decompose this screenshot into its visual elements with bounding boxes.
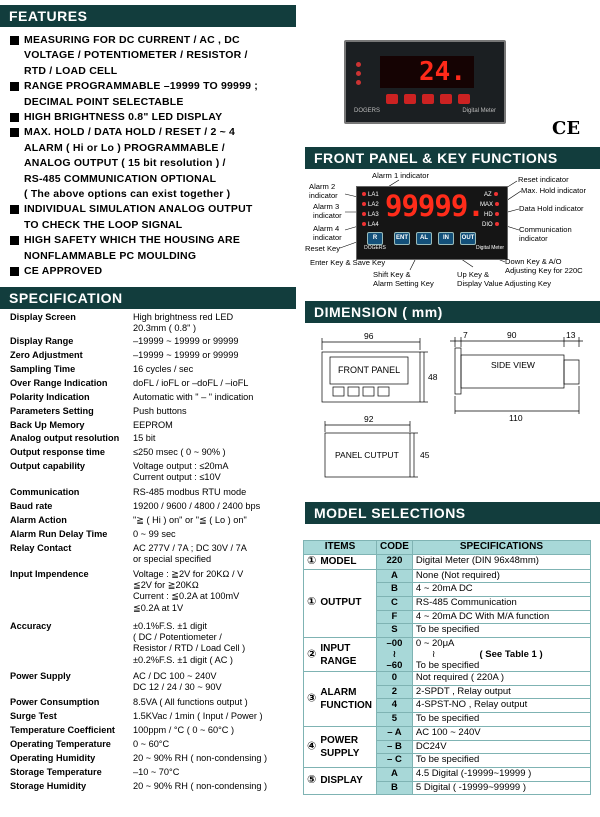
spec-value: –19999 ~ 19999 or 99999 bbox=[133, 350, 239, 360]
circled-number: ③ bbox=[307, 692, 317, 705]
feature-text: INDIVIDUAL SIMULATION ANALOG OUTPUT TO CHECK THE LOOP SIGNAL bbox=[24, 203, 253, 231]
dim-side-right: 13 bbox=[566, 330, 576, 340]
circled-number: ① bbox=[307, 554, 317, 567]
spec-value: 15 bit bbox=[133, 433, 156, 443]
dimension-title: DIMENSION ( mm) bbox=[314, 304, 443, 320]
spec-value: EEPROM bbox=[133, 420, 173, 430]
spec-value: 20 ~ 90% RH ( non-condensing ) bbox=[133, 781, 268, 791]
panel-model-text: Digital Meter bbox=[475, 245, 505, 251]
meter-brand: DOGERS bbox=[354, 108, 381, 114]
spec-value: 100ppm / °C ( 0 ~ 60°C ) bbox=[133, 725, 235, 735]
spec-line bbox=[416, 649, 587, 660]
item-label: OUTPUT bbox=[320, 597, 362, 609]
table-row bbox=[304, 672, 591, 686]
panel-digits: 99999. bbox=[385, 189, 484, 223]
key-al: AL bbox=[416, 232, 432, 245]
item-label: ALARM FUNCTION bbox=[320, 686, 372, 711]
spec-label: Output response time bbox=[10, 447, 105, 457]
spec-value: Voltage output : ≤20mA Current output : ≤10V bbox=[133, 461, 229, 483]
spec-label: Display Range bbox=[10, 336, 74, 346]
code-cell: B bbox=[377, 583, 413, 597]
item-label: POWER SUPPLY bbox=[320, 734, 360, 759]
spec-value: High brightness red LED 20.3mm ( 0.8" ) bbox=[133, 312, 234, 334]
spec-label: Accuracy bbox=[10, 621, 52, 631]
spec-cell: 4 ~ 20mA DC bbox=[412, 583, 590, 597]
callout-reset-indicator: Reset indicator bbox=[518, 175, 569, 184]
code-cell: F bbox=[377, 610, 413, 624]
spec-value: ≤250 msec ( 0 ~ 90% ) bbox=[133, 447, 226, 457]
spec-cell: To be specified bbox=[412, 754, 590, 768]
spec-label: Display Screen bbox=[10, 312, 76, 322]
item-label: INPUT RANGE bbox=[320, 642, 357, 667]
callout-reset-key: Reset Key bbox=[305, 244, 341, 253]
spec-value: 20 ~ 90% RH ( non-condensing ) bbox=[133, 753, 268, 763]
spec-label: Operating Humidity bbox=[10, 753, 96, 763]
spec-cell: 4.5 Digital (-19999~19999 ) bbox=[412, 767, 590, 781]
header-specifications: SPECIFICATIONS bbox=[412, 541, 590, 555]
callout-alarm1: Alarm 1 indicator bbox=[372, 171, 429, 180]
feature-text: MEASURING FOR DC CURRENT / AC , DC VOLTAGE / POTENTIOMETER / RESISTOR / RTD / LOAD CELL bbox=[24, 34, 248, 77]
spec-label: Temperature Coefficient bbox=[10, 725, 115, 735]
spec-value: RS-485 modbus RTU mode bbox=[133, 487, 247, 497]
code-line: –60 bbox=[386, 660, 403, 672]
indicator-la3: LA3 bbox=[360, 212, 379, 218]
spec-value: "≧ ( Hi ) on" or "≦ ( Lo ) on" bbox=[133, 515, 247, 525]
spec-label: Back Up Memory bbox=[10, 420, 85, 430]
code-cell: S bbox=[377, 624, 413, 638]
key-in: IN bbox=[438, 232, 454, 245]
indicator-max: MAX bbox=[480, 202, 501, 208]
spec-label: Power Consumption bbox=[10, 697, 100, 707]
table-reference: ( See Table 1 ) bbox=[479, 649, 543, 661]
spec-label: Alarm Run Delay Time bbox=[10, 529, 108, 539]
table-item-cell bbox=[304, 638, 377, 672]
code-line: –00 bbox=[386, 638, 403, 650]
table-row bbox=[304, 726, 591, 740]
features-title: FEATURES bbox=[9, 8, 88, 24]
key-out: OUT bbox=[460, 232, 476, 245]
table-row bbox=[304, 569, 591, 583]
dim-front-height: 48 bbox=[428, 372, 438, 382]
models-title: MODEL SELECTIONS bbox=[314, 505, 466, 521]
spec-line: To be specified bbox=[415, 660, 480, 672]
spec-cell: 2-SPDT , Relay output bbox=[412, 685, 590, 699]
code-cell: A bbox=[377, 767, 413, 781]
indicator-hd: HD bbox=[484, 212, 501, 218]
indicator-la4: LA4 bbox=[360, 222, 379, 228]
code-cell: 4 bbox=[377, 699, 413, 713]
header-code: CODE bbox=[377, 541, 413, 555]
item-label: MODEL bbox=[320, 555, 357, 567]
spec-label: Operating Temperature bbox=[10, 739, 111, 749]
spec-value: –19999 ~ 19999 or 99999 bbox=[133, 336, 239, 346]
feature-text: RANGE PROGRAMMABLE –19999 TO 99999 ; DECIMAL POINT SELECTABLE bbox=[24, 80, 258, 108]
spec-label: Surge Test bbox=[10, 711, 57, 721]
spec-label: Alarm Action bbox=[10, 515, 67, 525]
spec-label: Relay Contact bbox=[10, 543, 72, 553]
spec-cell: None (Not required) bbox=[412, 569, 590, 583]
callout-alarm2: Alarm 2 indicator bbox=[309, 182, 338, 200]
meter-display: 24. bbox=[380, 56, 474, 88]
indicator-dio: DIO bbox=[482, 222, 501, 228]
spec-cell: To be specified bbox=[412, 713, 590, 727]
key-ent: ENT bbox=[394, 232, 410, 245]
specification-title: SPECIFICATION bbox=[9, 290, 123, 306]
spec-value: AC 277V / 7A ; DC 30V / 7A or special specified bbox=[133, 543, 247, 565]
spec-label: Baud rate bbox=[10, 501, 53, 511]
callout-enter-key: Enter Key & Save Key bbox=[310, 258, 386, 267]
spec-label: Analog output resolution bbox=[10, 433, 120, 443]
callout-up-key: Up Key & Display Value Adjusting Key bbox=[457, 270, 551, 288]
dim-side-left: 7 bbox=[463, 330, 468, 340]
code-cell: 0 bbox=[377, 672, 413, 686]
spec-value: 1.5KVac / 1min ( Input / Power ) bbox=[133, 711, 263, 721]
code-cell: – A bbox=[377, 726, 413, 740]
callout-alarm4: Alarm 4 indicator bbox=[313, 224, 342, 242]
spec-value: Automatic with " – " indication bbox=[133, 392, 254, 402]
callout-down-key: Down Key & A/O Adjusting Key for 220C bbox=[505, 257, 583, 275]
spec-value: 8.5VA ( All functions output ) bbox=[133, 697, 248, 707]
dim-side-total: 110 bbox=[509, 413, 523, 423]
table-item-cell bbox=[304, 554, 377, 569]
table-item-cell bbox=[304, 767, 377, 794]
table-item-cell bbox=[304, 569, 377, 638]
indicator-az: AZ bbox=[484, 192, 500, 198]
spec-approx: ≀ bbox=[431, 649, 436, 661]
callout-datahold: Data Hold indicator bbox=[519, 204, 584, 213]
spec-value: 19200 / 9600 / 4800 / 2400 bps bbox=[133, 501, 261, 511]
spec-value: doFL / ioFL or –doFL / –ioFL bbox=[133, 378, 249, 388]
dim-front-label: FRONT PANEL bbox=[338, 365, 401, 375]
table-row bbox=[304, 767, 591, 781]
indicator-la2: LA2 bbox=[360, 202, 379, 208]
dim-cutout-label: PANEL CUTPUT bbox=[335, 450, 399, 460]
ce-mark: CE bbox=[552, 118, 581, 139]
callout-maxhold: Max. Hold indicator bbox=[521, 186, 586, 195]
spec-cell bbox=[412, 638, 590, 672]
spec-cell: RS-485 Communication bbox=[412, 596, 590, 610]
spec-cell: 4-SPST-NO , Relay output bbox=[412, 699, 590, 713]
spec-label: Zero Adjustment bbox=[10, 350, 83, 360]
spec-value: ±0.1%F.S. ±1 digit ( DC / Potentiometer / Resistor / RTD / Load Cell ) ±0.2%F.S. ±1 digit ( AC ) bbox=[133, 621, 246, 665]
spec-label: Polarity Indication bbox=[10, 392, 90, 402]
spec-label: Over Range Indication bbox=[10, 378, 108, 388]
code-cell: B bbox=[377, 781, 413, 795]
feature-text: ( The above options can exist together ) bbox=[24, 188, 231, 201]
key-r: R bbox=[367, 232, 383, 245]
spec-value: 0 ~ 60°C bbox=[133, 739, 170, 749]
code-cell: 2 bbox=[377, 685, 413, 699]
table-header-row bbox=[304, 541, 591, 555]
callout-communication: Communication indicator bbox=[519, 225, 572, 243]
code-line: ≀ bbox=[392, 649, 397, 661]
table-row bbox=[304, 554, 591, 569]
code-cell: – B bbox=[377, 740, 413, 754]
spec-cell: AC 100 ~ 240V bbox=[412, 726, 590, 740]
spec-value: Push buttons bbox=[133, 406, 187, 416]
circled-number: ⑤ bbox=[307, 774, 317, 787]
code-cell: 220 bbox=[377, 554, 413, 569]
spec-label: Storage Humidity bbox=[10, 781, 87, 791]
circled-number: ② bbox=[307, 648, 317, 661]
spec-cell: DC24V bbox=[412, 740, 590, 754]
models-banner bbox=[305, 502, 600, 524]
dim-front-width: 96 bbox=[364, 331, 374, 341]
dim-cutout-height: 45 bbox=[420, 450, 430, 460]
callout-shift-key: Shift Key & Alarm Setting Key bbox=[373, 270, 434, 288]
dim-cutout-width: 92 bbox=[364, 414, 374, 424]
feature-text: MAX. HOLD / DATA HOLD / RESET / 2 ~ 4 ALARM ( Hi or Lo ) PROGRAMMABLE / ANALOG OUTPUT ( 15 bit resolution ) / RS-485 COMMUNICATION OPTIONAL bbox=[24, 126, 236, 185]
code-cell: A bbox=[377, 569, 413, 583]
code-cell bbox=[377, 638, 413, 672]
indicator-la1: LA1 bbox=[360, 192, 379, 198]
spec-line: 0 ~ 20μA bbox=[415, 638, 455, 650]
spec-label: Communication bbox=[10, 487, 80, 497]
spec-cell: Not required ( 220A ) bbox=[412, 672, 590, 686]
spec-value: –10 ~ 70°C bbox=[133, 767, 180, 777]
callout-alarm3: Alarm 3 indicator bbox=[313, 202, 342, 220]
spec-value: Voltage : ≧2V for 20KΩ / V ≦2V for ≧20KΩ Current : ≦0.2A at 100mV ≦0.2A at 1V bbox=[133, 569, 244, 613]
feature-text: CE APPROVED bbox=[24, 265, 103, 278]
spec-label: Output capability bbox=[10, 461, 86, 471]
spec-label: Sampling Time bbox=[10, 364, 76, 374]
panel-brand: DOGERS bbox=[364, 245, 386, 251]
front-panel-title: FRONT PANEL & KEY FUNCTIONS bbox=[314, 150, 558, 166]
item-label: DISPLAY bbox=[320, 775, 363, 787]
feature-text: HIGH BRIGHTNESS 0.8" LED DISPLAY bbox=[24, 111, 223, 124]
model-selection-table bbox=[303, 540, 591, 795]
code-cell: – C bbox=[377, 754, 413, 768]
spec-label: Power Supply bbox=[10, 671, 71, 681]
code-cell: C bbox=[377, 596, 413, 610]
spec-label: Parameters Setting bbox=[10, 406, 94, 416]
dim-side-mid: 90 bbox=[507, 330, 517, 340]
table-row bbox=[304, 638, 591, 672]
code-cell: 5 bbox=[377, 713, 413, 727]
table-item-cell bbox=[304, 672, 377, 727]
spec-value: AC / DC 100 ~ 240V DC 12 / 24 / 30 ~ 90V bbox=[133, 671, 222, 693]
spec-cell: 5 Digital ( -19999~99999 ) bbox=[412, 781, 590, 795]
dim-side-label: SIDE VIEW bbox=[491, 360, 535, 370]
circled-number: ④ bbox=[307, 740, 317, 753]
spec-value: 0 ~ 99 sec bbox=[133, 529, 176, 539]
feature-text: HIGH SAFETY WHICH THE HOUSING ARE NONFLAMMABLE PC MOULDING bbox=[24, 234, 241, 262]
spec-cell: To be specified bbox=[412, 624, 590, 638]
meter-model-text: Digital Meter bbox=[462, 108, 496, 114]
spec-label: Input Impendence bbox=[10, 569, 89, 579]
spec-cell: 4 ~ 20mA DC With M/A function bbox=[412, 610, 590, 624]
header-items: ITEMS bbox=[304, 541, 377, 555]
spec-label: Storage Temperature bbox=[10, 767, 102, 777]
circled-number: ① bbox=[307, 596, 317, 609]
table-item-cell bbox=[304, 726, 377, 767]
spec-cell: Digital Meter (DIN 96x48mm) bbox=[412, 554, 590, 569]
spec-value: 16 cycles / sec bbox=[133, 364, 194, 374]
